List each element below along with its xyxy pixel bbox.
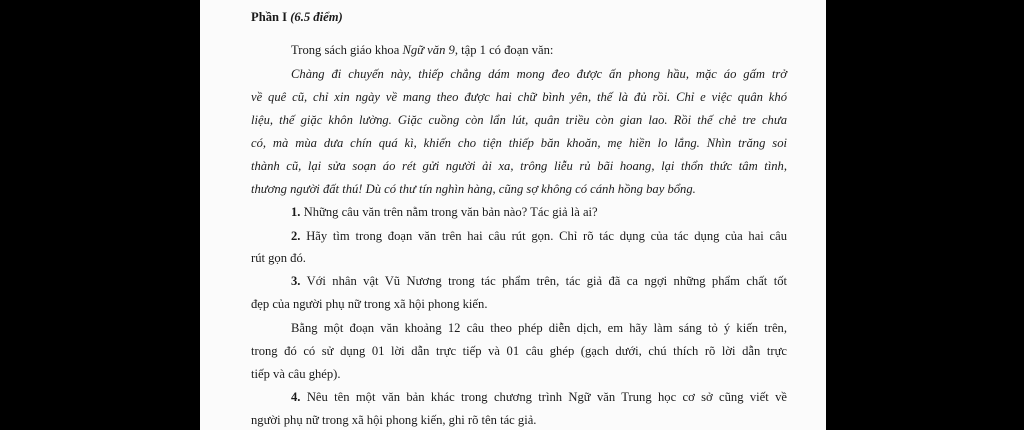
- document-page: [200, 0, 826, 430]
- intro-text: Trong sách giáo khoa: [291, 43, 403, 57]
- question-text: Với nhân vật Vũ Nương trong tác phẩm trên, tác giả đã ca ngợi những phẩm chất tốt: [306, 274, 787, 288]
- section-heading: [251, 9, 787, 25]
- passage-line: có, mà mùa dưa chín quá kì, khiến cho tiện thiếp băn khoăn, mẹ hiền lo lắng. Nhìn trăng soi: [251, 136, 787, 150]
- question-text: Hãy tìm trong đoạn văn trên hai câu rút gọn. Chỉ rõ tác dụng của tác dụng của hai câu: [306, 229, 787, 243]
- question-text: Nêu tên một văn bản khác trong chương trình Ngữ văn Trung học cơ sở cũng viết về: [306, 390, 787, 404]
- question-3-cont: đẹp của người phụ nữ trong xã hội phong kiến.: [251, 297, 488, 311]
- intro-text-end: , tập 1 có đoạn văn:: [454, 43, 554, 57]
- book-title: Ngữ văn 9: [402, 43, 455, 57]
- question-4-cont: người phụ nữ trong xã hội phong kiến, ghi rõ tên tác giả.: [251, 413, 537, 427]
- passage-line: thành cũ, lại sửa soạn áo rét gửi người ải xa, trông liễu rủ bãi hoang, lại thổn thức tâm tình,: [251, 159, 787, 173]
- question-number: 3.: [291, 274, 301, 288]
- question-3b: Bằng một đoạn văn khoảng 12 câu theo phép diễn dịch, em hãy làm sáng tỏ ý kiến trên,: [291, 321, 787, 335]
- question-2: [291, 228, 787, 244]
- question-number: 1.: [291, 205, 301, 219]
- passage-line: liệu, thế giặc khôn lường. Giặc cuồng còn lẩn lút, quân triều còn gian lao. Rồi thế chẻ tre chưa: [251, 113, 787, 127]
- section-title: Phần I: [251, 10, 288, 24]
- question-number: 2.: [291, 229, 301, 243]
- question-3b-cont: trong đó có sử dụng 01 lời dẫn trực tiếp và 01 câu ghép (gạch dưới, chú thích rõ lời dẫn trực: [251, 344, 787, 358]
- question-3: [291, 273, 787, 289]
- intro-line: [291, 42, 787, 58]
- passage-line: về quê cũ, chỉ xin ngày về mang theo được hai chữ bình yên, thế là đủ rồi. Chỉ e việc quân khó: [251, 90, 787, 104]
- question-3b-cont: tiếp và câu ghép).: [251, 367, 341, 381]
- question-text: Những câu văn trên nằm trong văn bản nào? Tác giả là ai?: [303, 205, 598, 219]
- passage-line: Chàng đi chuyến này, thiếp chẳng dám mong đeo được ấn phong hầu, mặc áo gấm trở: [291, 67, 787, 81]
- section-points: (6.5 điểm): [290, 10, 343, 24]
- question-number: 4.: [291, 390, 301, 404]
- passage-line: thương người đất thú! Dù có thư tín nghìn hàng, cũng sợ không có cánh hồng bay bổng.: [251, 182, 696, 196]
- question-2-cont: rút gọn đó.: [251, 251, 306, 265]
- question-4: [291, 389, 787, 405]
- question-1: [291, 204, 787, 220]
